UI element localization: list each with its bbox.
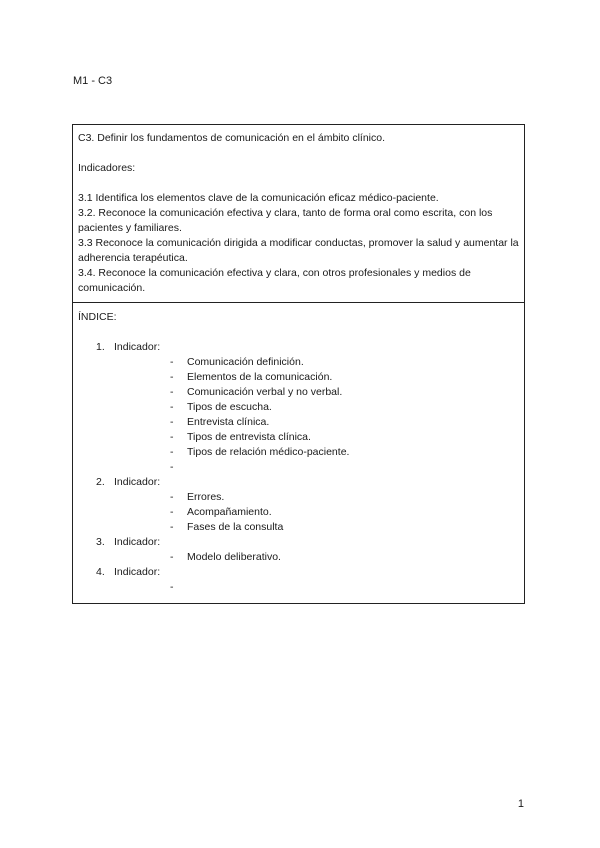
- index-item-number: 3.: [96, 536, 105, 548]
- index-item-number: 2.: [96, 476, 105, 488]
- criterion-cell: [73, 125, 524, 303]
- subitem: [114, 460, 519, 475]
- criterion-title: C3. Definir los fundamentos de comunicación en el ámbito clínico.: [78, 132, 385, 144]
- subitem-text: Elementos de la comunicación.: [187, 371, 333, 383]
- index-list: [78, 340, 519, 595]
- dash-bullet: -: [170, 491, 174, 503]
- subitem-text: Tipos de entrevista clínica.: [187, 431, 311, 443]
- dash-bullet: -: [170, 521, 174, 533]
- subitem: [114, 490, 519, 505]
- index-item-label: Indicador:: [114, 536, 161, 548]
- subitem: [114, 520, 519, 535]
- subitem-text: Entrevista clínica.: [187, 416, 270, 428]
- index-cell: [73, 303, 524, 603]
- index-item-number: 1.: [96, 341, 105, 353]
- subitem-text: Modelo deliberativo.: [187, 551, 281, 563]
- subitem: [114, 415, 519, 430]
- subitem-text: Tipos de relación médico-paciente.: [187, 446, 350, 458]
- subitem: [114, 370, 519, 385]
- subitem: [114, 505, 519, 520]
- subitem-text: Comunicación definición.: [187, 356, 304, 368]
- indicator-text: 3.2. Reconoce la comunicación efectiva y clara, tanto de forma oral como escrita, con los pacientes y familiares.: [78, 207, 493, 234]
- subitem: [114, 430, 519, 445]
- dash-bullet: -: [170, 446, 174, 458]
- index-item: [78, 565, 519, 595]
- index-item: [78, 535, 519, 565]
- index-item: [78, 340, 519, 475]
- index-item-number: 4.: [96, 566, 105, 578]
- dash-bullet: -: [170, 431, 174, 443]
- subitem: [114, 385, 519, 400]
- indicator-text: 3.4. Reconoce la comunicación efectiva y clara, con otros profesionales y medios de comunicación.: [78, 267, 471, 294]
- subitem: [114, 580, 519, 595]
- subitem-list: [114, 490, 519, 535]
- dash-bullet: -: [170, 356, 174, 368]
- spacer: [78, 146, 519, 161]
- dash-bullet: -: [170, 371, 174, 383]
- subitem-text: Acompañamiento.: [187, 506, 272, 518]
- dash-bullet: -: [170, 401, 174, 413]
- index-item: [78, 475, 519, 535]
- indicator-text: 3.3 Reconoce la comunicación dirigida a modificar conductas, promover la salud y aumentar la adherencia terapéutica.: [78, 237, 519, 264]
- subitem-text: Tipos de escucha.: [187, 401, 272, 413]
- subitem-text: Comunicación verbal y no verbal.: [187, 386, 343, 398]
- subitem-list: [114, 355, 519, 475]
- index-item-label: Indicador:: [114, 566, 161, 578]
- index-item-label: Indicador:: [114, 476, 161, 488]
- subitem: [114, 400, 519, 415]
- spacer: [78, 176, 519, 191]
- dash-bullet: -: [170, 416, 174, 428]
- subitem: [114, 355, 519, 370]
- subitem-text: Errores.: [187, 491, 225, 503]
- subitem-list: [114, 550, 519, 565]
- index-item-label: Indicador:: [114, 341, 161, 353]
- index-title: ÍNDICE:: [78, 311, 117, 323]
- dash-bullet: -: [170, 581, 174, 593]
- subitem-text: Fases de la consulta: [187, 521, 284, 533]
- page-number: 1: [517, 798, 524, 810]
- dash-bullet: -: [170, 506, 174, 518]
- dash-bullet: -: [170, 386, 174, 398]
- subitem-list: [114, 580, 519, 595]
- indicators-label: Indicadores:: [78, 162, 136, 174]
- subitem: [114, 445, 519, 460]
- dash-bullet: -: [170, 461, 174, 473]
- criterion-table: [72, 124, 525, 604]
- document-header: M1 - C3: [73, 75, 113, 87]
- indicator-text: 3.1 Identifica los elementos clave de la comunicación eficaz médico-paciente.: [78, 192, 439, 204]
- dash-bullet: -: [170, 551, 174, 563]
- subitem: [114, 550, 519, 565]
